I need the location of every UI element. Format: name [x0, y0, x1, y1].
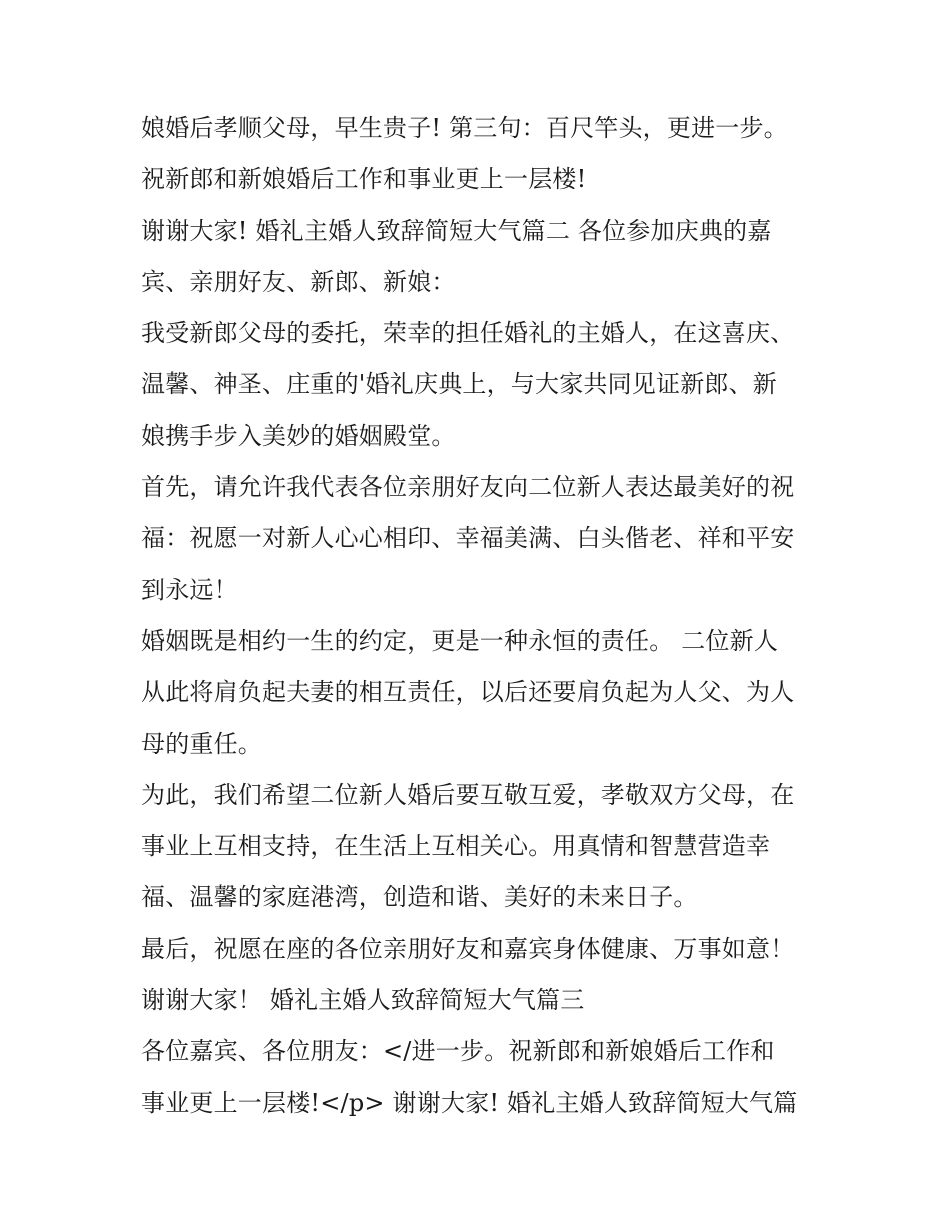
text-line: 母的重任。 — [141, 729, 262, 758]
text-line: 谢谢大家! 婚礼主婚人致辞简短大气篇二 各位参加庆典的嘉 — [141, 216, 772, 245]
text-line: 为此，我们希望二位新人婚后要互敬互爱，孝敬双方父母，在 — [141, 780, 795, 809]
text-line: 娘携手步入美妙的婚姻殿堂。 — [141, 421, 456, 450]
text-line: 从此将肩负起夫妻的相互责任，以后还要肩负起为人父、为人 — [141, 678, 795, 707]
document-body — [141, 103, 841, 1129]
text-line: 福、温馨的家庭港湾，创造和谐、美好的未来日子。 — [141, 883, 698, 912]
text-line: 婚姻既是相约一生的约定，更是一种永恒的责任。 二位新人 — [141, 626, 779, 655]
text-line: 谢谢大家！ 婚礼主婚人致辞简短大气篇三 — [141, 986, 585, 1015]
text-line: 祝新郎和新娘婚后工作和事业更上一层楼! — [141, 165, 587, 194]
text-line: 温馨、神圣、庄重的'婚礼庆典上，与大家共同见证新郎、新 — [141, 370, 777, 399]
text-line: 福：祝愿一对新人心心相印、幸福美满、白头偕老、祥和平安 — [141, 524, 795, 553]
text-line: 到永远！ — [141, 575, 238, 604]
text-line: 娘婚后孝顺父母，早生贵子! 第三句：百尺竿头，更进一步。 — [141, 114, 788, 142]
text-line: 事业上互相支持，在生活上互相关心。用真情和智慧营造幸 — [141, 832, 771, 861]
text-line: 事业更上一层楼!</p> 谢谢大家! 婚礼主婚人致辞简短大气篇 — [141, 1088, 798, 1117]
text-line: 最后，祝愿在座的各位亲朋好友和嘉宾身体健康、万事如意！ — [141, 934, 795, 963]
text-line: 首先，请允许我代表各位亲朋好友向二位新人表达最美好的祝 — [141, 473, 795, 502]
text-line: 我受新郎父母的委托，荣幸的担任婚礼的主婚人，在这喜庆、 — [141, 319, 795, 348]
text-line: 各位嘉宾、各位朋友：</进一步。祝新郎和新娘婚后工作和 — [141, 1037, 775, 1066]
text-line: 宾、亲朋好友、新郎、新娘： — [141, 267, 456, 296]
